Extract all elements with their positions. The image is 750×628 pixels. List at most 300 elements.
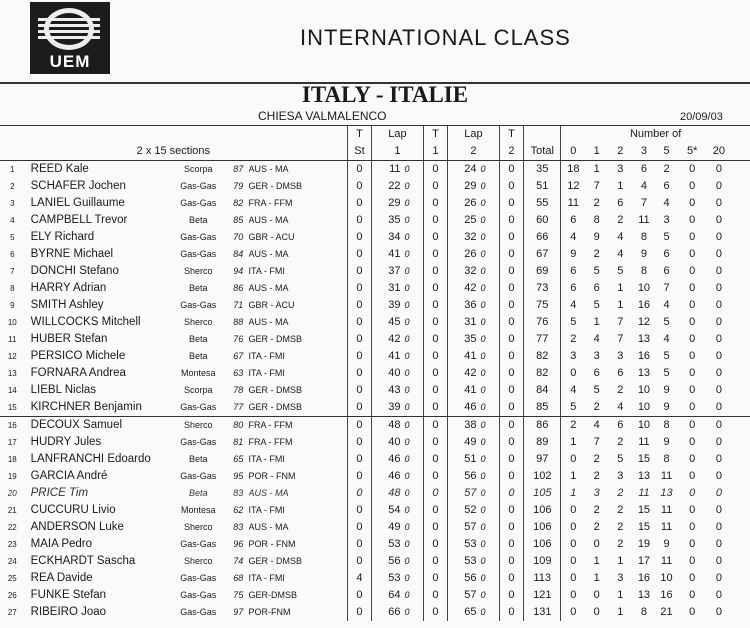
count-5: 2: [663, 163, 670, 175]
lap2-time-penalty: 0: [480, 454, 486, 464]
lap2-score: 31: [448, 314, 477, 331]
rider-name: SCHAFER Jochen: [30, 180, 126, 192]
count-3: 11: [638, 487, 650, 499]
rider-name: MAIA Pedro: [30, 538, 93, 550]
rider-make: Beta: [188, 454, 208, 464]
time-penalty-lap2: 0: [499, 246, 524, 263]
lap2-score: 57: [448, 485, 477, 502]
row-edge: [731, 297, 750, 314]
lap1-time-penalty: 0: [404, 522, 410, 532]
rider-number: 83: [233, 488, 244, 498]
lap1-time-penalty: 0: [404, 505, 410, 515]
count-1: 0: [593, 589, 600, 601]
rider-position: 23: [7, 540, 17, 549]
count-20: 0: [715, 282, 722, 294]
time-penalty-lap2: 0: [499, 280, 524, 297]
time-penalty-lap2: 0: [499, 297, 524, 314]
table-row: [0, 314, 750, 331]
rider-federation: POR-FNM: [248, 607, 291, 617]
rider-number: 87: [233, 164, 244, 174]
lap2-time-penalty: 0: [480, 164, 486, 174]
lap1-score: 46: [372, 451, 401, 468]
count-2: 7: [617, 333, 624, 345]
count-1: 6: [593, 282, 600, 294]
count-20: 0: [715, 231, 722, 243]
lap1-score: 42: [372, 331, 401, 348]
rider-number: 94: [233, 266, 244, 276]
lap1-time-penalty: 0: [404, 607, 410, 617]
time-penalty-lap2: 0: [499, 553, 524, 570]
rider-position: 10: [7, 318, 17, 327]
rider-number: 80: [233, 420, 244, 430]
count-5: 13: [660, 487, 673, 499]
header-count-3: 3: [633, 143, 656, 161]
total-score: 105: [524, 485, 561, 502]
count-5star: 0: [689, 299, 696, 311]
count-20: 0: [715, 214, 722, 226]
time-penalty-start: 0: [347, 536, 372, 553]
time-penalty-start: 0: [347, 212, 372, 229]
time-penalty-lap1: 0: [423, 365, 448, 382]
table-row: [0, 553, 750, 570]
count-3: 10: [637, 384, 651, 396]
count-1: 2: [593, 197, 600, 209]
count-2: 3: [617, 163, 624, 175]
count-0: 4: [561, 229, 586, 246]
rider-number: 82: [233, 198, 244, 208]
rider-number: 95: [233, 471, 244, 481]
count-1: 9: [593, 231, 600, 243]
count-0: 0: [561, 502, 586, 519]
rider-position: 19: [7, 472, 17, 481]
rider-name: REED Kale: [30, 163, 89, 175]
lap1-time-penalty: 0: [404, 300, 410, 310]
rider-number: 74: [233, 556, 244, 566]
lap1-score: 43: [372, 382, 401, 399]
row-edge: [731, 195, 750, 212]
count-5star: 0: [689, 265, 696, 277]
rider-federation: FRA - FFM: [248, 420, 293, 430]
lap2-time-penalty: 0: [480, 351, 486, 361]
rider-make: Gas-Gas: [180, 300, 217, 310]
time-penalty-start: 0: [347, 434, 372, 451]
count-20: 0: [715, 180, 722, 192]
row-edge: [731, 382, 750, 399]
time-penalty-start: 0: [347, 587, 372, 604]
lap1-time-penalty: 0: [401, 399, 424, 417]
lap2-score: 36: [448, 297, 477, 314]
rider-make: Beta: [188, 334, 208, 344]
count-2: 4: [608, 399, 633, 417]
rider-name: GARCIA André: [30, 470, 108, 482]
count-2: 4: [617, 231, 624, 243]
lap1-score: 40: [372, 365, 401, 382]
rider-number: 68: [233, 573, 244, 583]
header-count-20: 20: [707, 143, 732, 161]
header-edge: [731, 143, 750, 161]
lap1-time-penalty: 0: [404, 317, 410, 327]
time-penalty-lap1: 0: [423, 417, 448, 435]
table-row: [0, 570, 750, 587]
count-0: 9: [561, 246, 586, 263]
time-penalty-lap1: 0: [423, 604, 448, 621]
table-row: [0, 263, 750, 280]
lap1-time-penalty: 0: [404, 368, 410, 378]
rider-position: 3: [10, 199, 15, 208]
count-20: 0: [715, 521, 722, 533]
time-penalty-lap1: 0: [423, 451, 448, 468]
count-3: 13: [637, 470, 651, 482]
count-5star: 0: [689, 248, 696, 260]
lap1-time-penalty: 0: [404, 385, 410, 395]
count-2: 7: [617, 316, 624, 328]
row-edge: [731, 485, 750, 502]
count-5star: 0: [689, 419, 696, 431]
rider-number: 96: [233, 539, 244, 549]
table-row: [0, 417, 750, 435]
count-5star: 0: [689, 367, 696, 379]
count-5star: 0: [678, 399, 707, 417]
rider-make: Gas-Gas: [180, 590, 217, 600]
count-20: 0: [715, 572, 722, 584]
total-score: 55: [524, 195, 561, 212]
rider-number: 77: [228, 399, 249, 417]
lap2-time-penalty: 0: [477, 399, 500, 417]
rider-federation: GER-DMSB: [248, 590, 298, 600]
rider-federation: ITA - FMI: [248, 454, 285, 464]
rider-make: Gas-Gas: [180, 539, 217, 549]
lap2-time-penalty: 0: [480, 573, 486, 583]
total-score: 35: [524, 161, 561, 179]
count-2: 3: [617, 572, 624, 584]
count-20: 0: [715, 299, 722, 311]
table-row: [0, 399, 750, 417]
rider-position: 24: [7, 557, 17, 566]
lap1-time-penalty: 0: [404, 573, 410, 583]
time-penalty-lap1: 0: [423, 536, 448, 553]
lap1-time-penalty: 0: [404, 454, 410, 464]
count-20: 0: [715, 470, 722, 482]
time-penalty-lap2: 0: [499, 348, 524, 365]
count-20: 0: [715, 248, 722, 260]
header-spacer: [0, 126, 347, 143]
lap1-score: 53: [372, 536, 401, 553]
count-3: 9: [640, 248, 647, 260]
total-score: 67: [524, 246, 561, 263]
lap1-time-penalty: 0: [404, 232, 410, 242]
lap2-time-penalty: 0: [480, 300, 486, 310]
table-row: [0, 229, 750, 246]
count-5star: 0: [689, 436, 696, 448]
lap2-score: 24: [448, 161, 477, 179]
time-penalty-lap2: 0: [499, 451, 524, 468]
lap1-time-penalty: 0: [404, 590, 410, 600]
count-20: 0: [715, 504, 722, 516]
rider-make: Montesa: [180, 368, 216, 378]
time-penalty-start: 0: [347, 485, 372, 502]
count-5: 4: [663, 333, 670, 345]
lap1-time-penalty: 0: [404, 249, 410, 259]
rider-make: Montesa: [180, 505, 216, 515]
header-lap1-label: Lap: [372, 126, 423, 143]
row-edge: [731, 553, 750, 570]
logo-text: UEM: [49, 52, 91, 71]
time-penalty-start: 0: [347, 280, 372, 297]
logo-stripe-icon: [38, 30, 100, 33]
header-total-spacer: [524, 126, 561, 143]
header-count-5star: 5*: [678, 143, 707, 161]
lap1-score: 48: [372, 417, 401, 435]
rider-position: 12: [7, 352, 17, 361]
rider-federation: FRA - FFM: [248, 437, 293, 447]
count-2: 2: [617, 538, 624, 550]
lap1-time-penalty: 0: [404, 351, 410, 361]
table-row: [0, 519, 750, 536]
rider-position: 7: [10, 267, 15, 276]
lap2-time-penalty: 0: [480, 488, 486, 498]
lap2-score: 51: [448, 451, 477, 468]
row-edge: [731, 502, 750, 519]
count-2: 3: [617, 470, 624, 482]
count-3: 16: [637, 350, 651, 362]
lap1-score: 35: [372, 212, 401, 229]
count-20: 0: [715, 419, 722, 431]
venue-label: CHIESA VALMALENCO: [258, 109, 387, 123]
header-count-2: 2: [608, 143, 633, 161]
rider-name: LANIEL Guillaume: [30, 197, 125, 209]
count-0: 2: [561, 417, 586, 435]
rider-make: Gas-Gas: [168, 399, 228, 417]
time-penalty-start: 0: [347, 297, 372, 314]
time-penalty-lap2: 0: [499, 178, 524, 195]
count-1: 7: [593, 180, 600, 192]
rider-number: 63: [233, 368, 244, 378]
count-0: 6: [561, 212, 586, 229]
rider-number: 88: [233, 317, 244, 327]
uem-logo: [30, 2, 110, 74]
rider-position: 26: [7, 591, 17, 600]
lap1-time-penalty: 0: [404, 556, 410, 566]
time-penalty-lap1: 0: [423, 502, 448, 519]
time-penalty-lap1: 0: [423, 519, 448, 536]
rider-federation: AUS - MA: [248, 283, 289, 293]
time-penalty-lap2: 0: [499, 570, 524, 587]
total-score: 131: [524, 604, 561, 621]
lap1-score: 53: [372, 570, 401, 587]
time-penalty-start: 0: [347, 331, 372, 348]
count-1: 2: [593, 521, 600, 533]
lap2-time-penalty: 0: [480, 420, 486, 430]
count-1: 1: [593, 163, 600, 175]
count-0: 0: [561, 570, 586, 587]
total-score: 76: [524, 314, 561, 331]
count-2: 5: [617, 453, 624, 465]
rider-federation: ITA - FMI: [248, 505, 285, 515]
rider-make: Sherco: [183, 420, 213, 430]
count-2: 2: [617, 436, 624, 448]
count-5: 9: [663, 384, 670, 396]
logo-stripe-icon: [38, 24, 100, 27]
count-5: 3: [663, 214, 670, 226]
time-penalty-lap1: 0: [423, 570, 448, 587]
rider-make: Gas-Gas: [180, 607, 217, 617]
rider-number: 84: [233, 249, 244, 259]
rider-name: ANDERSON Luke: [30, 521, 124, 533]
lap2-time-penalty: 0: [480, 283, 486, 293]
lap1-score: 54: [372, 502, 401, 519]
rider-federation: AUS - MA: [248, 164, 289, 174]
count-0: 3: [561, 348, 586, 365]
rider-name: CAMPBELL Trevor: [30, 214, 128, 226]
time-penalty-lap1: 0: [423, 553, 448, 570]
rider-position: 13: [7, 369, 17, 378]
count-5: 6: [663, 180, 670, 192]
table-row: [0, 382, 750, 399]
lap1-time-penalty: 0: [404, 283, 410, 293]
time-penalty-start: 0: [347, 468, 372, 485]
count-5star: 0: [689, 555, 696, 567]
count-1: 1: [593, 572, 600, 584]
lap1-score: 56: [372, 553, 401, 570]
table-row: [0, 604, 750, 621]
rider-position: 9: [10, 301, 15, 310]
count-20: 0: [715, 555, 722, 567]
total-score: 102: [524, 468, 561, 485]
results-table: [0, 126, 750, 621]
lap1-time-penalty: 0: [404, 266, 410, 276]
rider-number: 67: [233, 351, 244, 361]
row-edge: [731, 331, 750, 348]
lap1-time-penalty: 0: [404, 164, 410, 174]
count-3: 7: [640, 197, 647, 209]
count-5star: 0: [689, 180, 696, 192]
lap2-score: 26: [448, 195, 477, 212]
time-penalty-lap2: 0: [499, 365, 524, 382]
header-row-2: [0, 143, 750, 161]
rider-federation: ITA - FMI: [248, 573, 285, 583]
lap2-score: 26: [448, 246, 477, 263]
count-0: 0: [561, 365, 586, 382]
row-edge: [731, 417, 750, 435]
header-count-5: 5: [655, 143, 678, 161]
count-0: 5: [561, 314, 586, 331]
rider-position: 11: [8, 335, 17, 344]
time-penalty-start: 0: [347, 553, 372, 570]
time-penalty-lap1: 0: [423, 382, 448, 399]
lap2-time-penalty: 0: [480, 385, 486, 395]
page-heading: INTERNATIONAL CLASS: [300, 25, 571, 50]
lap2-time-penalty: 0: [480, 317, 486, 327]
count-3: 15: [637, 521, 651, 533]
lap1-score: 49: [372, 519, 401, 536]
rider-position: 14: [7, 386, 17, 395]
count-1: 3: [593, 350, 600, 362]
count-5star: 0: [689, 572, 696, 584]
time-penalty-start: 0: [347, 417, 372, 435]
lap2-time-penalty: 0: [480, 249, 486, 259]
time-penalty-start: 0: [347, 314, 372, 331]
rider-federation: POR - FNM: [248, 539, 296, 549]
count-3: 19: [637, 538, 651, 550]
header-t-1: T: [423, 126, 448, 143]
rider-position: 4: [10, 216, 15, 225]
count-0: 4: [561, 297, 586, 314]
time-penalty-start: 0: [347, 161, 372, 179]
rider-number: 71: [233, 300, 244, 310]
lap2-time-penalty: 0: [480, 334, 486, 344]
count-20: 0: [715, 350, 722, 362]
header-total: Total: [524, 143, 561, 161]
count-0: 0: [561, 536, 586, 553]
lap1-time-penalty: 0: [404, 334, 410, 344]
rider-name: FORNARA Andrea: [30, 367, 126, 379]
rider-federation: AUS - MA: [248, 249, 289, 259]
time-penalty-lap2: 0: [499, 382, 524, 399]
total-score: 109: [524, 553, 561, 570]
count-5: 6: [663, 265, 670, 277]
lap1-score: 39: [372, 297, 401, 314]
count-5: 5: [663, 350, 670, 362]
rider-name: DECOUX Samuel: [30, 419, 123, 431]
count-1: 2: [593, 453, 600, 465]
count-5star: 0: [689, 197, 696, 209]
rider-number: 81: [233, 437, 244, 447]
lap1-score: 31: [372, 280, 401, 297]
lap1-time-penalty: 0: [404, 488, 410, 498]
count-0: 5: [561, 399, 586, 417]
time-penalty-start: 4: [347, 570, 372, 587]
time-penalty-start: 0: [347, 365, 372, 382]
row-edge: [731, 451, 750, 468]
lap1-time-penalty: 0: [404, 539, 410, 549]
count-20: 0: [715, 453, 722, 465]
rider-number: 78: [233, 385, 244, 395]
count-5star: 0: [689, 589, 696, 601]
count-2: 4: [617, 248, 624, 260]
header-lap2-number: 2: [448, 143, 499, 161]
time-penalty-lap2: 0: [499, 314, 524, 331]
lap2-score: 56: [448, 570, 477, 587]
event-date: 20/09/03: [680, 111, 723, 123]
count-0: 6: [561, 280, 586, 297]
count-5: 4: [663, 197, 670, 209]
rider-number: 70: [233, 232, 244, 242]
total-score: 84: [524, 382, 561, 399]
lap2-time-penalty: 0: [480, 437, 486, 447]
rider-name: ELY Richard: [30, 231, 95, 243]
count-1: 0: [593, 538, 600, 550]
count-5: 21: [660, 606, 673, 618]
count-1: 5: [593, 299, 600, 311]
header-number-of: Number of: [561, 126, 750, 143]
count-5star: 0: [689, 521, 696, 533]
count-3: 10: [633, 399, 656, 417]
count-5star: 0: [689, 453, 696, 465]
count-1: 5: [593, 384, 600, 396]
rider-make: Beta: [188, 488, 208, 498]
count-2: 1: [617, 555, 624, 567]
time-penalty-lap2: 0: [499, 536, 524, 553]
row-edge: [731, 348, 750, 365]
total-score: 106: [524, 536, 561, 553]
count-1: 4: [593, 333, 600, 345]
rider-number: 75: [233, 590, 244, 600]
count-20: 0: [715, 538, 722, 550]
lap2-time-penalty: 0: [480, 232, 486, 242]
rider-name: HUBER Stefan: [30, 333, 108, 345]
header-count-0: 0: [561, 143, 586, 161]
time-penalty-lap1: 0: [423, 434, 448, 451]
